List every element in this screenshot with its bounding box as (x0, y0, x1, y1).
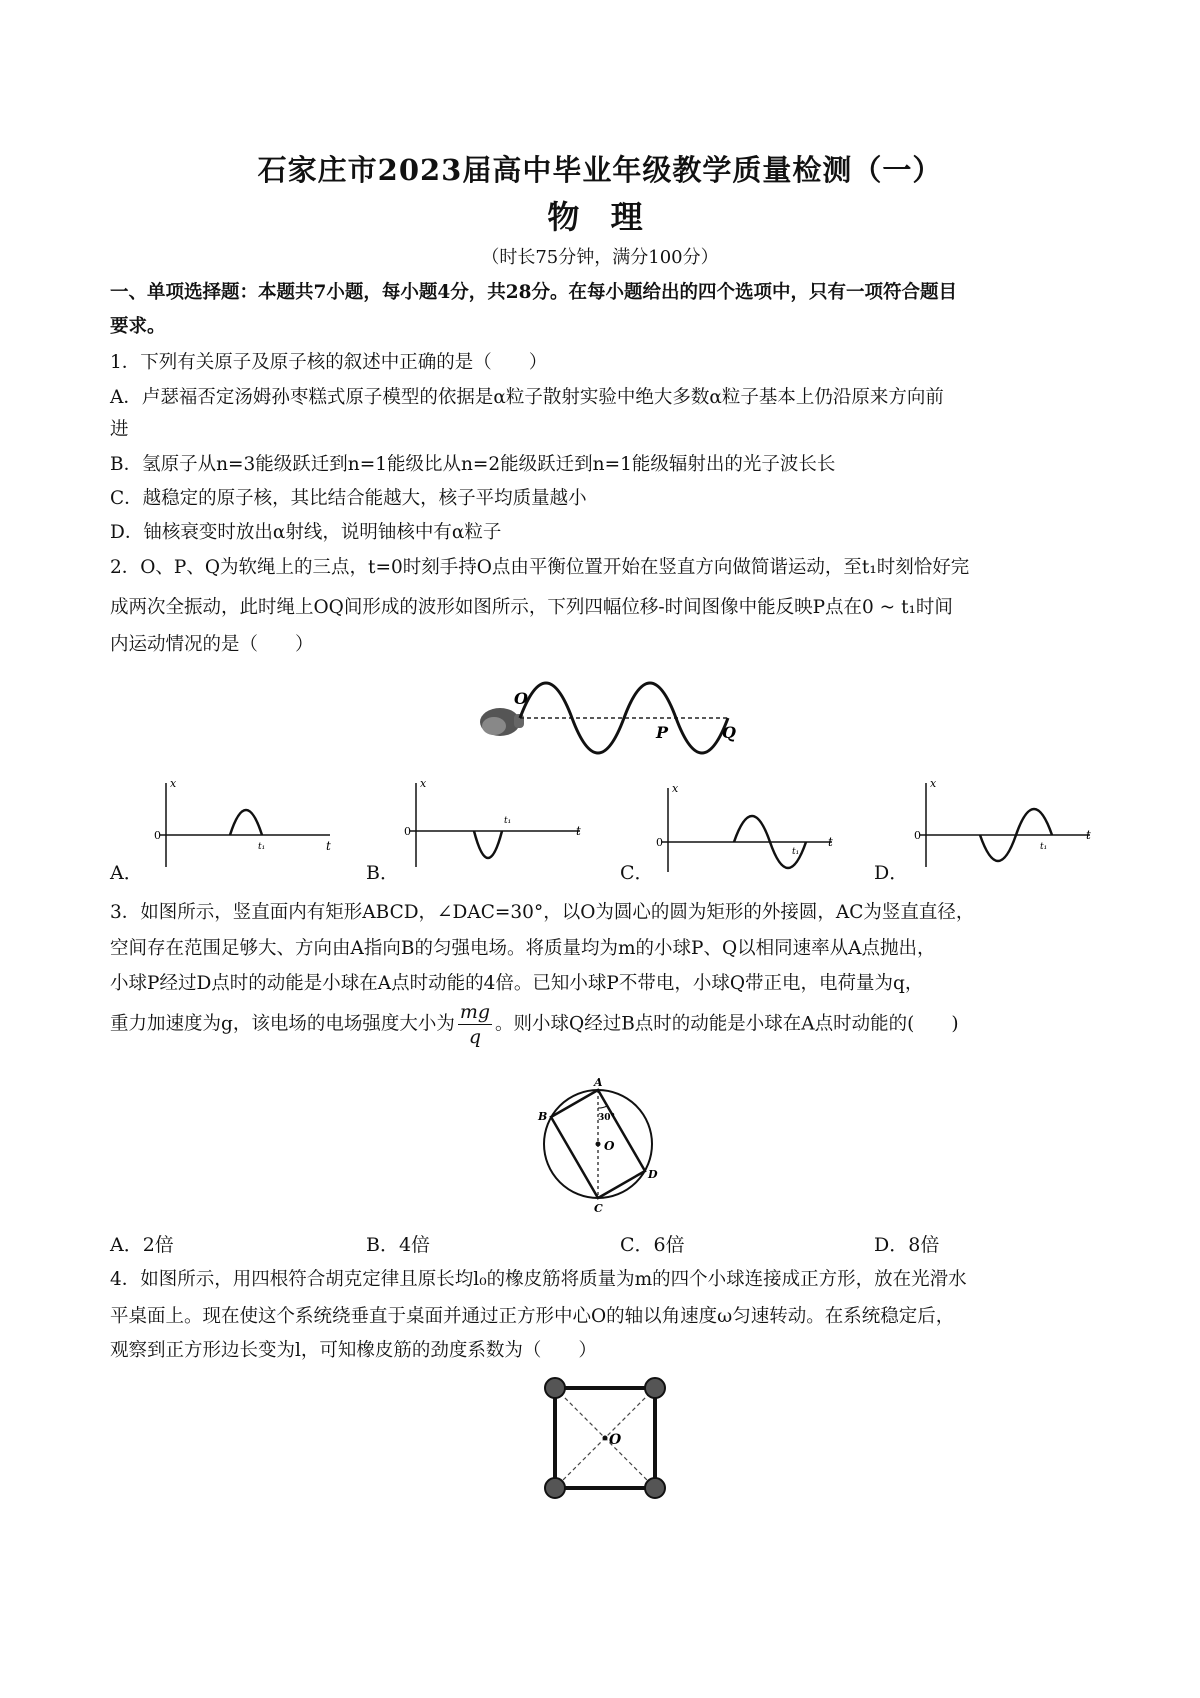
displacement-curve (230, 810, 262, 835)
label-o: O (514, 689, 528, 708)
origin-label: 0 (404, 825, 411, 838)
label-p: P (656, 723, 669, 742)
exam-duration: （时长75分钟，满分100分） (481, 247, 719, 268)
axis-t-label: t (828, 835, 833, 849)
exam-title: 石家庄市2023届高中毕业年级教学质量检测（一） (257, 153, 943, 187)
displacement-curve (474, 831, 502, 858)
t1-label: t₁ (258, 842, 266, 852)
q2-graph-a (150, 775, 335, 870)
rubber-band-square-figure (535, 1368, 675, 1508)
q3-option-d: D．8倍 (874, 1234, 940, 1256)
q2-option-d: D． (874, 862, 909, 884)
section-heading-cont: 要求。 (110, 316, 166, 337)
ball-bottom-right (645, 1478, 665, 1498)
q1-stem: 1．下列有关原子及原子核的叙述中正确的是（ ） (110, 352, 548, 373)
angle-arc (598, 1106, 607, 1108)
label-o: O (604, 1139, 615, 1153)
q1-option-d: D．铀核衰变时放出α射线，说明铀核中有α粒子 (110, 522, 502, 543)
t1-label: t₁ (792, 847, 800, 857)
axis-x-label: x (930, 777, 937, 790)
ball-top-right (645, 1378, 665, 1398)
q2-option-a: A． (110, 862, 143, 884)
q2-graph-b (400, 775, 585, 870)
q2-graph-d (910, 775, 1095, 870)
q2-option-c: C． (620, 862, 654, 884)
ball-bottom-left (545, 1478, 565, 1498)
q2-graph-c (652, 780, 837, 875)
q2-stem-line1: 2．O、P、Q为软绳上的三点，t=0时刻手持O点由平衡位置开始在竖直方向做简谐运动，至t₁时刻恰好完 (110, 557, 970, 578)
axis-x-label: x (420, 777, 427, 790)
ball-top-left (545, 1378, 565, 1398)
q4-stem-line3: 观察到正方形边长变为l，可知橡皮筋的劲度系数为（ ） (110, 1340, 597, 1361)
rope-wave-figure (470, 660, 750, 760)
q4-stem-line2: 平桌面上。现在使这个系统绕垂直于桌面并通过正方形中心O的轴以角速度ω匀速转动。在系统稳定后， (110, 1306, 955, 1327)
axis-t-label: t (1086, 828, 1091, 842)
q4-stem-line1: 4．如图所示，用四根符合胡克定律且原长均l₀的橡皮筋将质量为m的四个小球连接成正方形，放在光滑水 (110, 1269, 967, 1290)
q3-option-c: C．6倍 (620, 1234, 685, 1256)
circle-rectangle-figure (530, 1068, 670, 1218)
q3-stem-line1: 3．如图所示，竖直面内有矩形ABCD，∠DAC=30°，以O为圆心的圆为矩形的外接圆，AC为竖直直径， (110, 902, 975, 923)
label-c: C (594, 1202, 603, 1215)
axis-t-label: t (576, 824, 581, 838)
q1-option-c: C．越稳定的原子核，其比结合能越大，核子平均质量越小 (110, 488, 587, 509)
label-d: D (648, 1168, 658, 1181)
origin-label: 0 (154, 829, 161, 842)
center-point (603, 1436, 608, 1441)
q1-option-a-cont: 进 (110, 419, 129, 440)
hand-icon (480, 708, 524, 736)
origin-label: 0 (656, 836, 663, 849)
q2-stem-line2: 成两次全振动，此时绳上OQ间形成的波形如图所示，下列四幅位移-时间图像中能反映P点在0 ~ t₁时间 (110, 597, 953, 618)
t1-label: t₁ (1040, 842, 1048, 852)
axis-x-label: x (672, 782, 679, 795)
field-strength-fraction (458, 1000, 492, 1049)
axis-x-label: x (170, 777, 177, 790)
q3-text-after-frac: 。则小球Q经过B点时的动能是小球在A点时动能的( ) (495, 1013, 959, 1035)
origin-label: 0 (914, 829, 921, 842)
q3-option-a: A．2倍 (110, 1234, 174, 1256)
label-o: O (609, 1432, 622, 1448)
q1-option-b: B．氢原子从n=3能级跃迁到n=1能级比从n=2能级跃迁到n=1能级辐射出的光子波长长 (110, 454, 836, 475)
center-point (596, 1142, 601, 1147)
q3-stem-line4 (110, 1000, 959, 1049)
exam-subject: 物 理 (547, 198, 653, 236)
q2-stem-line3: 内运动情况的是（ ） (110, 634, 314, 655)
axis-t-label: t (326, 839, 331, 853)
label-a: A (594, 1076, 603, 1089)
q3-stem-line2: 空间存在范围足够大、方向由A指向B的匀强电场。将质量均为m的小球P、Q以相同速率从A点抛出， (110, 938, 936, 959)
q3-option-b: B．4倍 (366, 1234, 431, 1256)
t1-label: t₁ (504, 816, 512, 826)
section-heading: 一、单项选择题：本题共7小题，每小题4分，共28分。在每小题给出的四个选项中，只有一项符合题目 (110, 282, 957, 303)
label-b: B (538, 1110, 548, 1123)
q3-stem-line3: 小球P经过D点时的动能是小球在A点时动能的4倍。已知小球P不带电，小球Q带正电，电荷量为q， (110, 973, 924, 994)
frac-numerator: mg (459, 1001, 491, 1023)
angle-label: 30° (598, 1113, 616, 1123)
q2-option-b: B． (366, 862, 399, 884)
q1-option-a: A．卢瑟福否定汤姆孙枣糕式原子模型的依据是α粒子散射实验中绝大多数α粒子基本上仍沿原来方向前 (110, 387, 944, 408)
frac-denominator: q (468, 1026, 482, 1048)
label-q: Q (722, 723, 736, 742)
q3-text-before-frac: 重力加速度为g，该电场的电场强度大小为 (110, 1013, 455, 1035)
